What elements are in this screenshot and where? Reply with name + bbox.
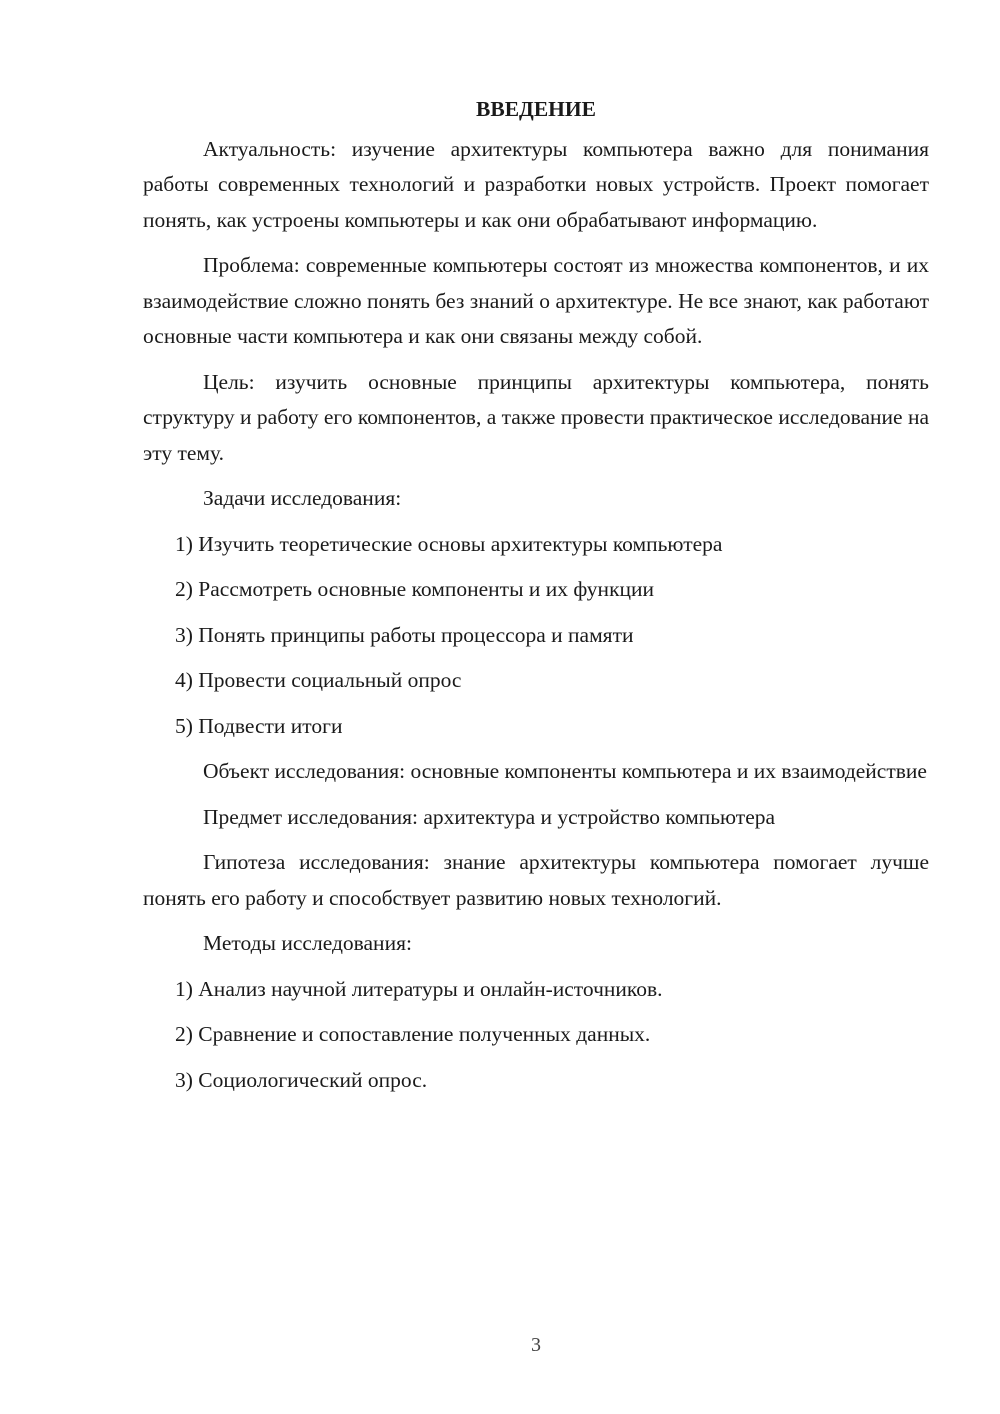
method-item: 2) Сравнение и сопоставление полученных данных. xyxy=(175,1022,651,1046)
task-item: 3) Понять принципы работы процессора и памяти xyxy=(175,622,634,647)
task-item: 1) Изучить теоретические основы архитектуры компьютера xyxy=(175,531,723,556)
relevance-paragraph: Актуальность: изучение архитектуры компьютера важно для понимания работы современных технологий и разработки новых устройств. Проект помогает понять, как устроены компьютеры и как они обрабатывают информацию. xyxy=(143,136,929,232)
subject-paragraph: Предмет исследования: архитектура и устройство компьютера xyxy=(203,804,776,829)
task-item: 2) Рассмотреть основные компоненты и их функции xyxy=(175,577,655,601)
problem-paragraph: Проблема: современные компьютеры состоят из множества компонентов, и их взаимодействие сложно понять без знаний о архитектуре. Не все знают, как работают основные части компьютера и как они связаны между собой. xyxy=(143,253,929,348)
task-item: 4) Провести социальный опрос xyxy=(175,668,462,692)
task-item: 5) Подвести итоги xyxy=(175,713,343,738)
method-item: 3) Социологический опрос. xyxy=(175,1067,428,1092)
page-number: 3 xyxy=(531,1334,541,1356)
tasks-heading: Задачи исследования: xyxy=(203,486,402,510)
page-content xyxy=(143,92,929,1108)
methods-heading: Методы исследования: xyxy=(203,931,412,955)
section-title: ВВЕДЕНИЕ xyxy=(476,97,596,121)
tasks-list xyxy=(143,527,929,745)
object-paragraph: Объект исследования: основные компоненты компьютера и их взаимодействие xyxy=(203,759,927,783)
method-item: 1) Анализ научной литературы и онлайн-источников. xyxy=(175,976,663,1001)
goal-paragraph: Цель: изучить основные принципы архитектуры компьютера, понять структуру и работу его компонентов, а также провести практическое исследование на эту тему. xyxy=(143,369,929,465)
methods-list xyxy=(143,972,929,1099)
hypothesis-paragraph: Гипотеза исследования: знание архитектуры компьютера помогает лучше понять его работу и способствует развитию новых технологий. xyxy=(143,850,929,910)
